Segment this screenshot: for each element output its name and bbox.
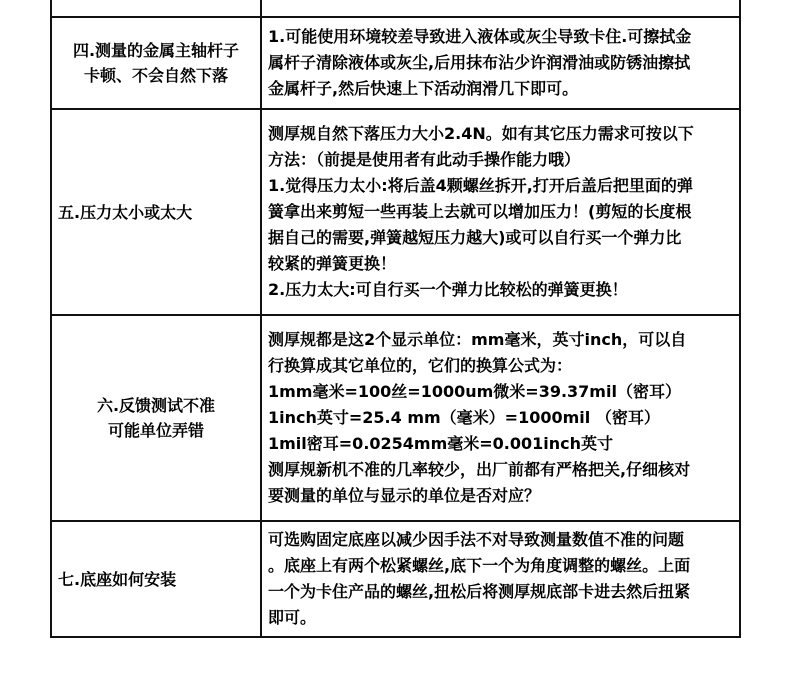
answer-cell [261,109,740,315]
faq-table [50,0,741,638]
answer-text: 要测量的单位与显示的单位是否对应？ [268,486,541,505]
answer-text: 1.可能使用环境较差导致进入液体或灰尘导致卡住.可擦拭金 [268,27,692,46]
answer-text: 1mil密耳=0.0254mm毫米=0.001inch英寸 [268,434,614,453]
answer-text: 方法：（前提是使用者有此动手操作能力哦） [268,150,581,169]
question-cell [51,109,261,315]
answer-text: 即可。 [268,608,317,627]
answer-cell [261,0,740,17]
table-row-units [51,315,740,521]
question-text: 五.压力太小或太大 [58,202,193,222]
answer-text: 1inch英寸=25.4 mm（毫米）=1000mil （密耳） [268,408,660,427]
table-row-spindle-stuck [51,17,740,109]
question-text: 四.测量的金属主轴杆子 [72,41,240,60]
answer-text: 测厚规新机不准的几率较少，出厂前都有严格把关,仔细核对 [268,460,691,479]
answer-text: 1.觉得压力太小:将后盖4颗螺丝拆开,打开后盖后把里面的弹 [268,176,693,195]
answer-text: 行换算成其它单位的，它们的换算公式为： [268,356,573,375]
answer-text: 一个为卡住产品的螺丝,扭松后将测厚规底部卡进去然后扭紧 [268,582,691,601]
answer-text: 测厚规都是这2个显示单位：mm毫米，英寸inch，可以自 [268,330,687,349]
answer-text: 可选购固定底座以减少因手法不对导致测量数值不准的问题 [268,530,685,549]
answer-text: 。底座上有两个松紧螺丝,底下一个为角度调整的螺丝。上面 [268,556,691,575]
answer-text: 较紧的弹簧更换！ [268,254,397,273]
table-row-pressure [51,109,740,315]
answer-text: 2.压力太大:可自行买一个弹力比较松的弹簧更换！ [268,280,628,299]
answer-cell [261,315,740,521]
question-text: 六.反馈测试不准 [96,396,216,415]
answer-cell [261,17,740,109]
answer-text: 据自己的需要,弹簧越短压力越大)或可以自行买一个弹力比 [268,228,682,247]
question-text: 七.底座如何安装 [58,569,177,589]
answer-text: 1mm毫米=100丝=1000um微米=39.37mil（密耳） [268,382,681,401]
table-row-base-install [51,521,740,637]
table-row-partial-top [51,0,740,17]
answer-text: 簧拿出来剪短一些再装上去就可以增加压力！(剪短的长度根 [268,202,692,221]
answer-text: 属杆子清除液体或灰尘,后用抹布沾少许润滑油或防锈油擦拭 [268,53,691,72]
question-text: 可能单位弄错 [107,421,204,440]
answer-text: 测厚规自然下落压力大小2.4N。如有其它压力需求可按以下 [268,124,694,143]
question-cell [51,0,261,17]
question-text: 卡顿、不会自然下落 [83,66,228,85]
question-cell [51,315,261,521]
answer-text: 金属杆子,然后快速上下活动润滑几下即可。 [268,79,579,98]
question-cell [51,521,261,637]
answer-cell [261,521,740,637]
question-cell [51,17,261,109]
